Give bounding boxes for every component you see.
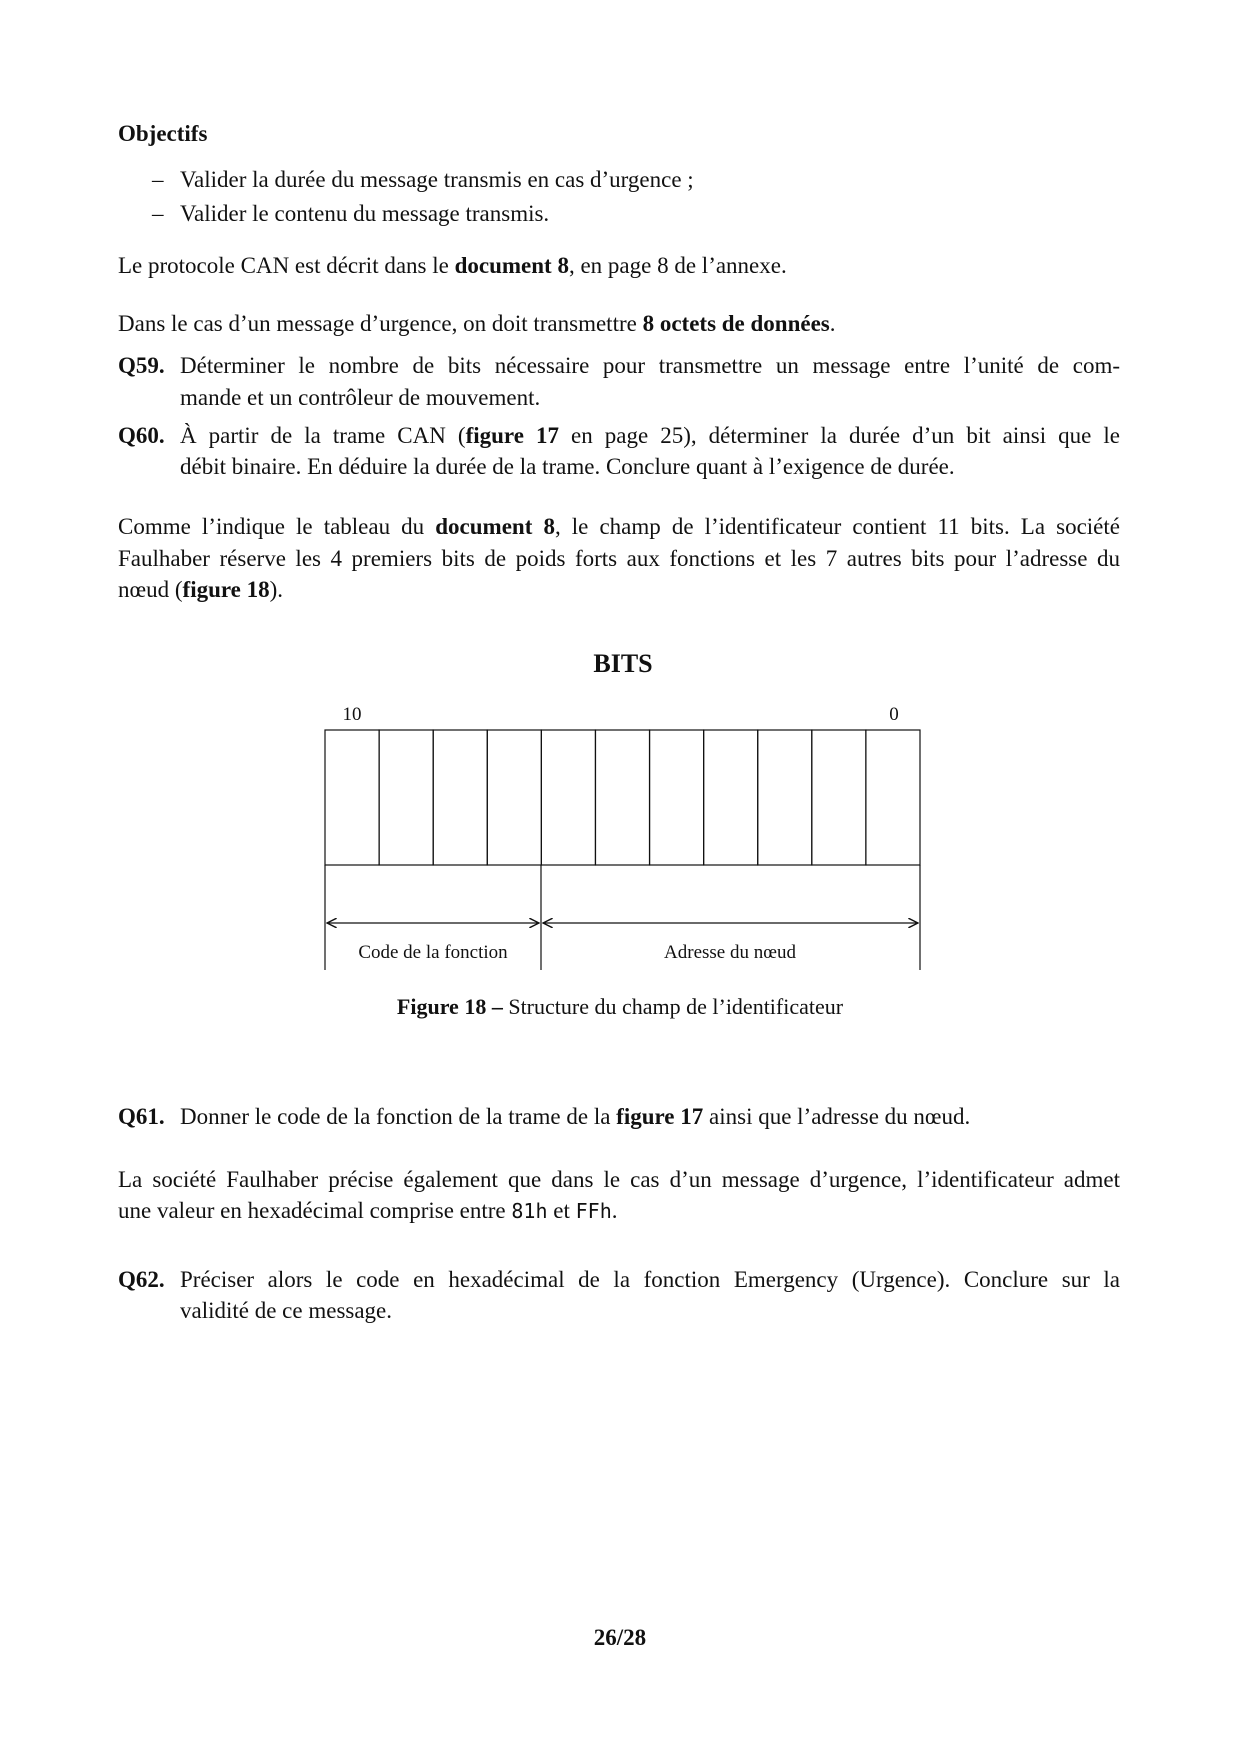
question-q60-line2: débit binaire. En déduire la durée de la trame. Conclure quant à l’exigence de durée. <box>180 454 955 479</box>
node-address-label: Adresse du nœud <box>664 942 796 963</box>
bit-cell-0 <box>866 730 920 865</box>
objectives-heading: Objectifs <box>118 121 208 146</box>
bit-cell-6 <box>541 730 595 865</box>
question-q61-text: Donner le code de la fonction de la trame de la figure 17 ainsi que l’adresse du nœud. <box>180 1104 971 1129</box>
paragraph-urgent-message: Dans le cas d’un message d’urgence, on doit transmettre 8 octets de données. <box>118 311 836 336</box>
bit-cells <box>325 730 920 865</box>
paragraph-hex-range-line2: une valeur en hexadécimal comprise entre 81h et FFh. <box>118 1198 618 1223</box>
diagram-title: BITS <box>593 649 653 678</box>
bullet-dash: – <box>152 201 164 226</box>
question-label-q62: Q62. <box>118 1267 165 1292</box>
msb-bit-label: 10 <box>342 704 362 725</box>
question-label-q61: Q61. <box>118 1104 165 1129</box>
question-q59-line2: mande et un contrôleur de mouvement. <box>180 385 541 410</box>
bit-cell-10 <box>325 730 379 865</box>
identifier-field-diagram <box>300 640 940 980</box>
paragraph-identifier-line1: Comme l’indique le tableau du document 8, le champ de l’identificateur contient 11 bits. La société <box>118 514 1120 539</box>
bit-cell-4 <box>650 730 704 865</box>
objective-item-1: Valider la durée du message transmis en cas d’urgence ; <box>180 167 694 192</box>
page-number: 26/28 <box>593 1625 647 1650</box>
hex-code-ffh: FFh <box>575 1199 612 1223</box>
question-q62-line1: Préciser alors le code en hexadécimal de la fonction Emergency (Urgence). Conclure sur la <box>180 1267 1120 1292</box>
question-q62-line2: validité de ce message. <box>180 1298 393 1323</box>
question-label-q60: Q60. <box>118 423 165 448</box>
question-label-q59: Q59. <box>118 353 165 378</box>
question-q59-line1: Déterminer le nombre de bits nécessaire pour transmettre un message entre l’unité de com- <box>180 353 1120 378</box>
bit-cell-8 <box>433 730 487 865</box>
function-code-label: Code de la fonction <box>358 942 508 963</box>
bit-cell-2 <box>758 730 812 865</box>
objective-item-2: Valider le contenu du message transmis. <box>180 201 550 226</box>
bit-cell-9 <box>379 730 433 865</box>
paragraph-hex-range-line1: La société Faulhaber précise également que dans le cas d’un message d’urgence, l’identificateur admet <box>118 1167 1120 1192</box>
question-q60-line1: À partir de la trame CAN (figure 17 en page 25), déterminer la durée d’un bit ainsi que le <box>180 423 1120 448</box>
hex-code-81h: 81h <box>511 1199 548 1223</box>
figure-18-caption: Figure 18 – Structure du champ de l’identificateur <box>396 994 844 1019</box>
paragraph-identifier-line2: Faulhaber réserve les 4 premiers bits de poids forts aux fonctions et les 7 autres bits pour l’adresse du <box>118 546 1120 571</box>
bit-cell-1 <box>812 730 866 865</box>
lsb-bit-label: 0 <box>889 704 899 725</box>
bit-cell-3 <box>704 730 758 865</box>
bit-cell-7 <box>487 730 541 865</box>
paragraph-identifier-line3: nœud (figure 18). <box>118 577 284 602</box>
bit-cell-5 <box>595 730 649 865</box>
paragraph-can-protocol: Le protocole CAN est décrit dans le document 8, en page 8 de l’annexe. <box>118 253 787 278</box>
bullet-dash: – <box>152 167 164 192</box>
